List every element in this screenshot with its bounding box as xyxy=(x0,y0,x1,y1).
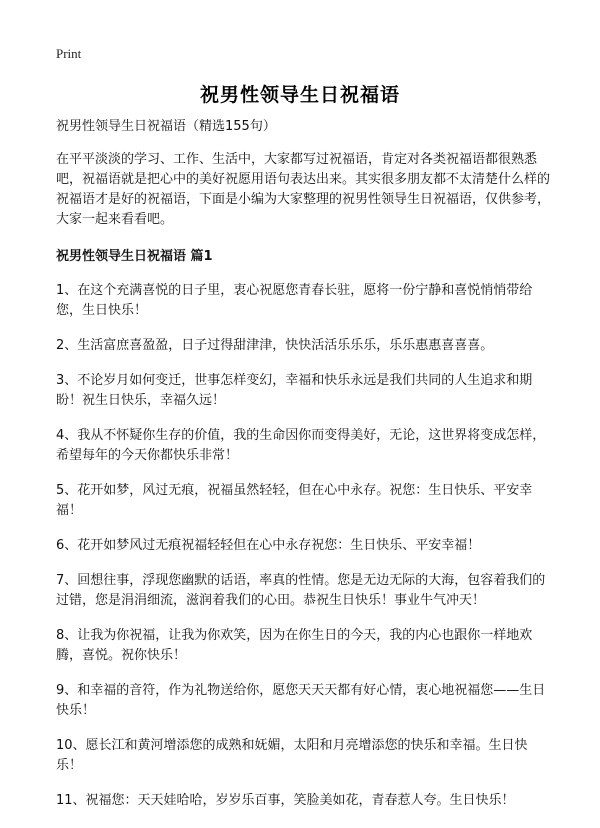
wish-item: 2、生活富庶喜盈盈，日子过得甜津津，快快活活乐乐乐，乐乐惠惠喜喜喜。 xyxy=(56,338,494,353)
wish-item: 6、花开如梦风过无痕祝福轻轻但在心中永存祝您：生日快乐、平安幸福！ xyxy=(56,538,481,553)
wish-item: 7、回想往事，浮现您幽默的话语，率真的性情。您是无边无际的大海，包容着我们的过错，您是涓涓细流，滋润着我们的心田。恭祝生日快乐！事业牛气冲天！ xyxy=(56,573,546,608)
wish-item: 11、祝福您：天天娃哈哈，岁岁乐百事，笑脸美如花，青春惹人夸。生日快乐！ xyxy=(56,793,515,808)
wish-item: 5、花开如梦，风过无痕，祝福虽然轻轻，但在心中永存。祝您：生日快乐、平安幸福！ xyxy=(56,483,533,518)
document-body xyxy=(56,117,550,826)
wish-item: 10、愿长江和黄河增添您的成熟和妩媚，太阳和月亮增添您的快乐和幸福。生日快乐！ xyxy=(56,738,528,773)
print-link[interactable]: Print xyxy=(56,46,82,61)
section-heading: 祝男性领导生日祝福语 篇1 xyxy=(56,249,213,264)
wish-item: 1、在这个充满喜悦的日子里，衷心祝愿您青春长驻，愿将一份宁静和喜悦悄悄带给您，生日快乐！ xyxy=(56,283,533,318)
wish-item: 3、不论岁月如何变迁，世事怎样变幻，幸福和快乐永远是我们共同的人生追求和期盼！祝生日快乐，幸福久远！ xyxy=(56,373,533,408)
wish-item: 4、我从不怀疑你生存的价值，我的生命因你而变得美好，无论，这世界将变成怎样，希望每年的今天你都快乐非常！ xyxy=(56,428,546,463)
document-title: 祝男性领导生日祝福语 xyxy=(199,84,400,106)
intro-paragraph: 在平平淡淡的学习、工作、生活中，大家都写过祝福语，肯定对各类祝福语都很熟悉吧，祝福语就是把心中的美好祝愿用语句表达出来。其实很多朋友都不太清楚什么样的祝福语才是好的祝福语，下面是小编为大家整理的祝男性领导生日祝福语，仅供参考，大家一起来看看吧。 xyxy=(56,152,551,227)
wish-item: 8、让我为你祝福，让我为你欢笑，因为在你生日的今天，我的内心也跟你一样地欢腾，喜悦。祝你快乐！ xyxy=(56,628,533,663)
document-subtitle: 祝男性领导生日祝福语（精选155句） xyxy=(56,119,276,134)
wish-item: 9、和幸福的音符，作为礼物送给你，愿您天天天都有好心情，衷心地祝福您——生日快乐！ xyxy=(56,683,546,718)
